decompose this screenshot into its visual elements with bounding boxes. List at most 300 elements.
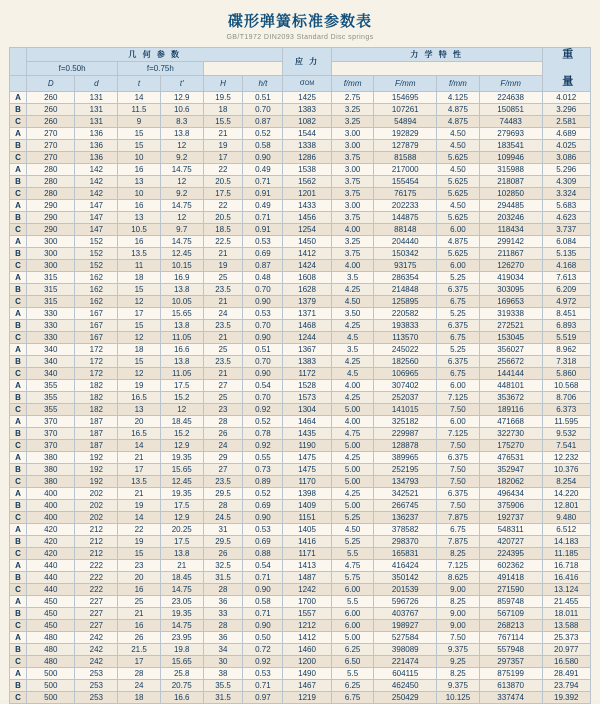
table-row bbox=[10, 572, 591, 584]
table-cell: 1557 bbox=[283, 608, 331, 620]
table-cell: 1286 bbox=[283, 152, 331, 164]
table-cell: 202 bbox=[75, 500, 118, 512]
table-cell: 4.00 bbox=[331, 260, 374, 272]
table-cell: 162 bbox=[75, 272, 118, 284]
table-cell: 0.71 bbox=[243, 176, 283, 188]
table-cell: 21 bbox=[203, 296, 243, 308]
row-group-label: C bbox=[10, 476, 27, 488]
table-cell: 93175 bbox=[374, 260, 437, 272]
table-cell: 370 bbox=[27, 416, 75, 428]
table-cell: 420 bbox=[27, 548, 75, 560]
table-cell: 187 bbox=[75, 428, 118, 440]
table-cell: 14.75 bbox=[160, 200, 203, 212]
table-row bbox=[10, 212, 591, 224]
table-cell: 307402 bbox=[374, 380, 437, 392]
disc-spring-parameter-table bbox=[9, 47, 591, 704]
table-cell: 22 bbox=[118, 524, 161, 536]
table-cell: 557948 bbox=[479, 644, 542, 656]
table-cell: 5.00 bbox=[331, 464, 374, 476]
table-cell: 28.491 bbox=[542, 668, 591, 680]
table-cell: 1412 bbox=[283, 632, 331, 644]
table-cell: 567109 bbox=[479, 608, 542, 620]
table-cell: 187 bbox=[75, 440, 118, 452]
table-row bbox=[10, 380, 591, 392]
table-cell: 355 bbox=[27, 392, 75, 404]
row-group-label: C bbox=[10, 188, 27, 200]
table-cell: 142 bbox=[75, 164, 118, 176]
table-cell: 0.55 bbox=[243, 452, 283, 464]
table-cell: 7.875 bbox=[437, 536, 480, 548]
table-cell: 5.625 bbox=[437, 212, 480, 224]
table-cell: 4.25 bbox=[331, 356, 374, 368]
table-cell: 21.5 bbox=[118, 644, 161, 656]
table-cell: 0.54 bbox=[243, 560, 283, 572]
table-cell: 23.95 bbox=[160, 632, 203, 644]
table-cell: 15 bbox=[118, 128, 161, 140]
table-cell: 136 bbox=[75, 128, 118, 140]
table-cell: 400 bbox=[27, 512, 75, 524]
table-cell: 0.90 bbox=[243, 368, 283, 380]
table-cell: 8.25 bbox=[437, 668, 480, 680]
table-cell: 6.75 bbox=[437, 332, 480, 344]
table-cell: 7.875 bbox=[437, 512, 480, 524]
table-cell: 162 bbox=[75, 296, 118, 308]
table-cell: 268213 bbox=[479, 620, 542, 632]
table-cell: 23.5 bbox=[203, 284, 243, 296]
row-group-label: C bbox=[10, 224, 27, 236]
table-row bbox=[10, 476, 591, 488]
row-group-label: A bbox=[10, 344, 27, 356]
table-cell: 4.25 bbox=[331, 320, 374, 332]
row-group-label: A bbox=[10, 272, 27, 284]
table-cell: 142 bbox=[75, 188, 118, 200]
table-cell: 107261 bbox=[374, 104, 437, 116]
table-cell: 169653 bbox=[479, 296, 542, 308]
table-cell: 28 bbox=[203, 416, 243, 428]
table-cell: 1398 bbox=[283, 488, 331, 500]
table-cell: 3.75 bbox=[331, 188, 374, 200]
table-cell: 25.373 bbox=[542, 632, 591, 644]
header-load-075: f=0.75h bbox=[118, 61, 203, 75]
table-cell: 330 bbox=[27, 320, 75, 332]
table-row bbox=[10, 320, 591, 332]
table-cell: 0.51 bbox=[243, 344, 283, 356]
table-cell: 4.25 bbox=[331, 488, 374, 500]
table-cell: 10.568 bbox=[542, 380, 591, 392]
table-cell: 18 bbox=[203, 104, 243, 116]
table-cell: 16.580 bbox=[542, 656, 591, 668]
table-cell: 440 bbox=[27, 560, 75, 572]
table-cell: 9.375 bbox=[437, 644, 480, 656]
table-row bbox=[10, 620, 591, 632]
table-cell: 9.532 bbox=[542, 428, 591, 440]
header-col-F-05: F/mm bbox=[374, 75, 437, 91]
table-cell: 1383 bbox=[283, 356, 331, 368]
table-row bbox=[10, 560, 591, 572]
table-row bbox=[10, 416, 591, 428]
table-cell: 182560 bbox=[374, 356, 437, 368]
table-cell: 17.5 bbox=[203, 188, 243, 200]
table-cell: 270 bbox=[27, 140, 75, 152]
table-cell: 380 bbox=[27, 464, 75, 476]
table-cell: 242 bbox=[75, 644, 118, 656]
table-row bbox=[10, 428, 591, 440]
table-cell: 352947 bbox=[479, 464, 542, 476]
table-cell: 5.5 bbox=[331, 596, 374, 608]
table-row bbox=[10, 128, 591, 140]
table-cell: 0.53 bbox=[243, 668, 283, 680]
table-cell: 0.90 bbox=[243, 620, 283, 632]
table-cell: 0.52 bbox=[243, 416, 283, 428]
table-cell: 1212 bbox=[283, 620, 331, 632]
row-group-label: C bbox=[10, 584, 27, 596]
table-cell: 13 bbox=[118, 404, 161, 416]
table-cell: 7.50 bbox=[437, 404, 480, 416]
table-row bbox=[10, 152, 591, 164]
table-cell: 144875 bbox=[374, 212, 437, 224]
table-cell: 109946 bbox=[479, 152, 542, 164]
table-cell: 21 bbox=[203, 368, 243, 380]
table-cell: 253 bbox=[75, 668, 118, 680]
table-cell: 152 bbox=[75, 248, 118, 260]
table-cell: 23 bbox=[118, 560, 161, 572]
table-cell: 5.75 bbox=[331, 572, 374, 584]
row-group-label: C bbox=[10, 368, 27, 380]
table-cell: 448101 bbox=[479, 380, 542, 392]
table-cell: 31.5 bbox=[203, 572, 243, 584]
table-cell: 8.25 bbox=[437, 548, 480, 560]
table-cell: 5.25 bbox=[331, 536, 374, 548]
table-cell: 10.05 bbox=[160, 296, 203, 308]
table-cell: 6.00 bbox=[331, 584, 374, 596]
table-cell: 21.455 bbox=[542, 596, 591, 608]
table-cell: 27 bbox=[203, 464, 243, 476]
table-cell: 0.92 bbox=[243, 656, 283, 668]
table-cell: 325182 bbox=[374, 416, 437, 428]
table-cell: 2.75 bbox=[331, 92, 374, 104]
table-cell: 20.5 bbox=[203, 176, 243, 188]
table-cell: 153045 bbox=[479, 332, 542, 344]
table-cell: 4.50 bbox=[437, 128, 480, 140]
table-cell: 204440 bbox=[374, 236, 437, 248]
table-row bbox=[10, 200, 591, 212]
table-cell: 31.5 bbox=[203, 692, 243, 704]
table-cell: 25 bbox=[203, 392, 243, 404]
row-group-label: C bbox=[10, 620, 27, 632]
table-cell: 280 bbox=[27, 164, 75, 176]
table-cell: 222 bbox=[75, 572, 118, 584]
table-cell: 3.737 bbox=[542, 224, 591, 236]
table-cell: 613870 bbox=[479, 680, 542, 692]
table-cell: 380 bbox=[27, 476, 75, 488]
table-cell: 141015 bbox=[374, 404, 437, 416]
table-cell: 1254 bbox=[283, 224, 331, 236]
table-cell: 28 bbox=[203, 620, 243, 632]
table-cell: 10.5 bbox=[118, 224, 161, 236]
table-cell: 36 bbox=[203, 596, 243, 608]
table-cell: 5.860 bbox=[542, 368, 591, 380]
title-block bbox=[0, 0, 600, 41]
table-row bbox=[10, 512, 591, 524]
table-cell: 6.00 bbox=[331, 620, 374, 632]
table-cell: 256672 bbox=[479, 356, 542, 368]
table-cell: 4.00 bbox=[331, 224, 374, 236]
header-load-05: f=0.50h bbox=[27, 61, 118, 75]
table-cell: 21 bbox=[118, 452, 161, 464]
table-cell: 6.375 bbox=[437, 284, 480, 296]
table-cell: 4.875 bbox=[437, 104, 480, 116]
table-cell: 5.683 bbox=[542, 200, 591, 212]
table-cell: 21 bbox=[160, 560, 203, 572]
table-row bbox=[10, 500, 591, 512]
table-cell: 35.5 bbox=[203, 680, 243, 692]
table-cell: 0.58 bbox=[243, 140, 283, 152]
table-cell: 15.2 bbox=[160, 428, 203, 440]
table-cell: 0.87 bbox=[243, 116, 283, 128]
table-cell: 18.45 bbox=[160, 572, 203, 584]
table-cell: 14.75 bbox=[160, 620, 203, 632]
table-cell: 6.084 bbox=[542, 236, 591, 248]
table-cell: 14.75 bbox=[160, 236, 203, 248]
table-cell: 221474 bbox=[374, 656, 437, 668]
table-cell: 0.70 bbox=[243, 104, 283, 116]
table-row bbox=[10, 284, 591, 296]
table-cell: 4.25 bbox=[331, 452, 374, 464]
table-cell: 38 bbox=[203, 668, 243, 680]
row-group-label: A bbox=[10, 380, 27, 392]
table-cell: 19 bbox=[203, 260, 243, 272]
table-cell: 299142 bbox=[479, 236, 542, 248]
table-cell: 4.50 bbox=[437, 164, 480, 176]
table-cell: 189116 bbox=[479, 404, 542, 416]
table-cell: 19 bbox=[118, 500, 161, 512]
row-group-label: B bbox=[10, 500, 27, 512]
header-columns-row bbox=[10, 75, 591, 91]
table-cell: 24.5 bbox=[203, 512, 243, 524]
table-cell: 500 bbox=[27, 692, 75, 704]
table-cell: 0.78 bbox=[243, 428, 283, 440]
table-cell: 0.90 bbox=[243, 296, 283, 308]
table-cell: 14.183 bbox=[542, 536, 591, 548]
table-cell: 6.50 bbox=[331, 656, 374, 668]
table-cell: 18.45 bbox=[160, 416, 203, 428]
table-row bbox=[10, 524, 591, 536]
row-group-label: A bbox=[10, 632, 27, 644]
table-cell: 4.309 bbox=[542, 176, 591, 188]
table-cell: 26 bbox=[203, 548, 243, 560]
table-cell: 1171 bbox=[283, 548, 331, 560]
table-cell: 212 bbox=[75, 536, 118, 548]
table-cell: 19.5 bbox=[203, 92, 243, 104]
table-cell: 14.75 bbox=[160, 584, 203, 596]
table-cell: 14.75 bbox=[160, 164, 203, 176]
table-cell: 19 bbox=[203, 140, 243, 152]
table-body bbox=[10, 92, 591, 704]
table-cell: 17 bbox=[118, 308, 161, 320]
table-cell: 22.5 bbox=[203, 236, 243, 248]
table-cell: 480 bbox=[27, 632, 75, 644]
page-subtitle: GB/T1972 DIN2093 Standard Disc springs bbox=[226, 34, 374, 41]
table-cell: 15.65 bbox=[160, 656, 203, 668]
table-cell: 260 bbox=[27, 104, 75, 116]
table-cell: 20.75 bbox=[160, 680, 203, 692]
table-cell: 6.75 bbox=[437, 524, 480, 536]
table-cell: 17.5 bbox=[160, 500, 203, 512]
row-group-label: A bbox=[10, 416, 27, 428]
table-cell: 9.00 bbox=[437, 584, 480, 596]
table-cell: 147 bbox=[75, 224, 118, 236]
table-cell: 0.52 bbox=[243, 488, 283, 500]
table-cell: 16.5 bbox=[118, 392, 161, 404]
table-row bbox=[10, 404, 591, 416]
table-cell: 182 bbox=[75, 392, 118, 404]
row-group-label: A bbox=[10, 128, 27, 140]
table-cell: 5.00 bbox=[331, 440, 374, 452]
table-cell: 11.595 bbox=[542, 416, 591, 428]
table-cell: 36 bbox=[203, 632, 243, 644]
header-col-sigma-symbol: σ bbox=[299, 77, 305, 87]
table-cell: 1219 bbox=[283, 692, 331, 704]
table-cell: 18 bbox=[118, 272, 161, 284]
row-group-label: C bbox=[10, 512, 27, 524]
table-cell: 1416 bbox=[283, 536, 331, 548]
table-cell: 1490 bbox=[283, 668, 331, 680]
table-row bbox=[10, 260, 591, 272]
table-cell: 859748 bbox=[479, 596, 542, 608]
table-cell: 4.75 bbox=[331, 560, 374, 572]
table-cell: 294485 bbox=[479, 200, 542, 212]
table-cell: 19.392 bbox=[542, 692, 591, 704]
table-cell: 0.90 bbox=[243, 332, 283, 344]
table-cell: 12 bbox=[160, 140, 203, 152]
table-cell: 23.5 bbox=[203, 476, 243, 488]
table-cell: 253 bbox=[75, 680, 118, 692]
row-group-label: C bbox=[10, 296, 27, 308]
table-cell: 155454 bbox=[374, 176, 437, 188]
table-cell: 1172 bbox=[283, 368, 331, 380]
table-cell: 147 bbox=[75, 200, 118, 212]
table-cell: 0.91 bbox=[243, 188, 283, 200]
table-cell: 0.50 bbox=[243, 632, 283, 644]
table-cell: 4.25 bbox=[331, 284, 374, 296]
table-cell: 17.5 bbox=[160, 380, 203, 392]
table-cell: 5.25 bbox=[437, 344, 480, 356]
table-cell: 270 bbox=[27, 128, 75, 140]
table-cell: 0.90 bbox=[243, 512, 283, 524]
table-cell: 6.375 bbox=[437, 320, 480, 332]
table-cell: 150851 bbox=[479, 104, 542, 116]
table-cell: 5.296 bbox=[542, 164, 591, 176]
table-cell: 12 bbox=[160, 404, 203, 416]
table-cell: 25 bbox=[203, 344, 243, 356]
table-cell: 0.69 bbox=[243, 248, 283, 260]
table-cell: 150342 bbox=[374, 248, 437, 260]
table-cell: 16.9 bbox=[160, 272, 203, 284]
table-cell: 5.5 bbox=[331, 548, 374, 560]
table-cell: 1468 bbox=[283, 320, 331, 332]
table-cell: 242 bbox=[75, 632, 118, 644]
table-cell: 31 bbox=[203, 524, 243, 536]
table-cell: 18 bbox=[118, 344, 161, 356]
table-cell: 3.75 bbox=[331, 212, 374, 224]
table-cell: 6.00 bbox=[437, 380, 480, 392]
table-cell: 340 bbox=[27, 368, 75, 380]
table-cell: 548311 bbox=[479, 524, 542, 536]
table-cell: 416424 bbox=[374, 560, 437, 572]
table-cell: 1573 bbox=[283, 392, 331, 404]
table-cell: 12.801 bbox=[542, 500, 591, 512]
table-cell: 353672 bbox=[479, 392, 542, 404]
table-cell: 5.519 bbox=[542, 332, 591, 344]
table-cell: 7.125 bbox=[437, 560, 480, 572]
table-cell: 1367 bbox=[283, 344, 331, 356]
table-cell: 12.45 bbox=[160, 476, 203, 488]
table-cell: 192 bbox=[75, 452, 118, 464]
table-cell: 0.72 bbox=[243, 644, 283, 656]
table-cell: 1475 bbox=[283, 452, 331, 464]
table-cell: 18 bbox=[118, 692, 161, 704]
table-cell: 10.376 bbox=[542, 464, 591, 476]
table-cell: 5.625 bbox=[437, 152, 480, 164]
table-cell: 4.689 bbox=[542, 128, 591, 140]
table-cell: 201539 bbox=[374, 584, 437, 596]
table-cell: 227 bbox=[75, 620, 118, 632]
table-cell: 16.6 bbox=[160, 692, 203, 704]
table-cell: 172 bbox=[75, 344, 118, 356]
row-group-label: A bbox=[10, 236, 27, 248]
header-col-d: d bbox=[75, 75, 118, 91]
table-cell: 13 bbox=[118, 212, 161, 224]
table-cell: 7.50 bbox=[437, 500, 480, 512]
table-cell: 23.05 bbox=[160, 596, 203, 608]
table-cell: 440 bbox=[27, 572, 75, 584]
row-group-label: A bbox=[10, 668, 27, 680]
table-cell: 300 bbox=[27, 236, 75, 248]
table-row bbox=[10, 116, 591, 128]
table-cell: 211867 bbox=[479, 248, 542, 260]
table-cell: 356027 bbox=[479, 344, 542, 356]
table-cell: 12 bbox=[118, 296, 161, 308]
table-cell: 5.00 bbox=[331, 404, 374, 416]
table-cell: 8.254 bbox=[542, 476, 591, 488]
table-cell: 182 bbox=[75, 380, 118, 392]
table-cell: 167 bbox=[75, 332, 118, 344]
table-cell: 9.375 bbox=[437, 680, 480, 692]
table-cell: 21 bbox=[118, 608, 161, 620]
table-row bbox=[10, 644, 591, 656]
table-row bbox=[10, 236, 591, 248]
table-cell: 1528 bbox=[283, 380, 331, 392]
table-cell: 17 bbox=[203, 152, 243, 164]
table-cell: 375906 bbox=[479, 500, 542, 512]
table-row bbox=[10, 164, 591, 176]
table-cell: 10.125 bbox=[437, 692, 480, 704]
table-cell: 175270 bbox=[479, 440, 542, 452]
table-cell: 252037 bbox=[374, 392, 437, 404]
table-cell: 290 bbox=[27, 212, 75, 224]
table-cell: 25 bbox=[118, 596, 161, 608]
table-cell: 154695 bbox=[374, 92, 437, 104]
table-cell: 4.00 bbox=[331, 416, 374, 428]
table-cell: 9.25 bbox=[437, 656, 480, 668]
table-cell: 21 bbox=[118, 488, 161, 500]
table-cell: 17 bbox=[118, 656, 161, 668]
table-row bbox=[10, 188, 591, 200]
table-cell: 6.75 bbox=[437, 368, 480, 380]
table-cell: 54894 bbox=[374, 116, 437, 128]
table-cell: 12.9 bbox=[160, 512, 203, 524]
table-cell: 3.50 bbox=[331, 308, 374, 320]
